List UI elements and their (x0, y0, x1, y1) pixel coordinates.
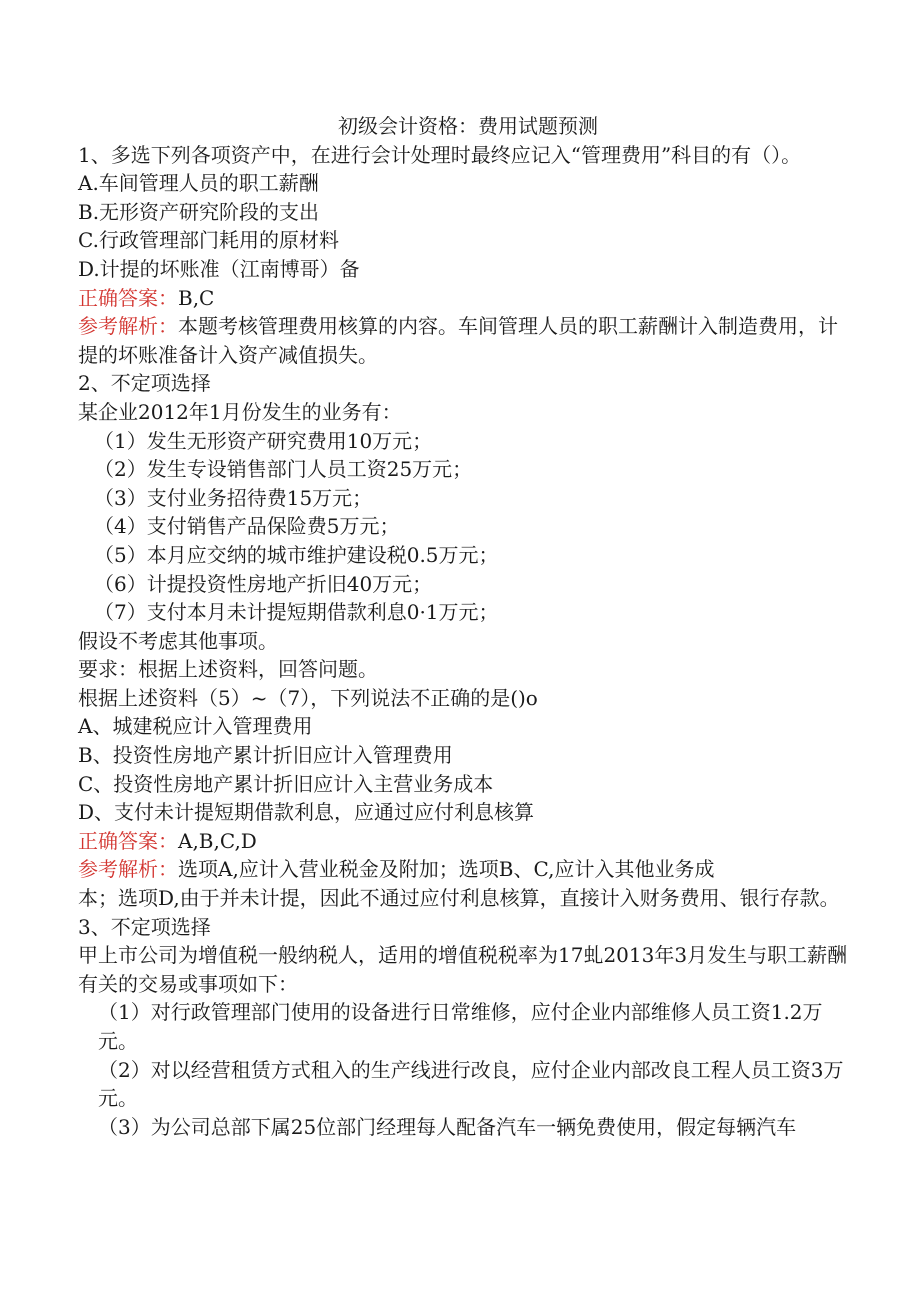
q3-item-2: （2）对以经营租赁方式租入的生产线进行改良，应付企业内部改良工程人员工资3万元。 (98, 1057, 844, 1111)
q2-item-4: （4）支付销售产品保险费5万元； (94, 514, 400, 539)
q3-intro: 甲上市公司为增值税一般纳税人，适用的增值税税率为17虬2013年3月发生与职工薪酬有关的交易或事项如下： (78, 943, 848, 996)
q1-stem: 1、多选下列各项资产中，在进行会计处理时最终应记入“管理费用”科目的有（）。 (78, 142, 802, 167)
q2-analysis-cont: 本；选项D,由于并未计提，因此不通过应付利息核算，直接计入财务费用、银行存款。 (78, 886, 840, 911)
q2-intro: 某企业2012年1月份发生的业务有： (78, 399, 402, 424)
answer-label: 正确答案： (78, 285, 178, 310)
q3-item-3: （3）为公司总部下属25位部门经理每人配备汽车一辆免费使用，假定每辆汽车 (98, 1114, 797, 1139)
q2-answer (78, 827, 848, 856)
page-title: 初级会计资格：费用试题预测 (338, 114, 598, 138)
analysis-text: 本题考核管理费用核算的内容。车间管理人员的职工薪酬计入制造费用，计提的坏账准备计入资产减值损失。 (78, 314, 838, 367)
q2-assume: 假设不考虑其他事项。 (78, 628, 278, 653)
analysis-text: 选项A,应计入营业税金及附加；选项B、C,应计入其他业务成 (178, 857, 715, 882)
q1-option-a: A.车间管理人员的职工薪酬 (78, 171, 319, 196)
document-body (78, 112, 848, 1141)
q3-item-1: （1）对行政管理部门使用的设备进行日常维修，应付企业内部维修人员工资1.2万元。 (98, 1000, 823, 1053)
q2-analysis (78, 855, 848, 884)
answer-value: A,B,C,D (178, 828, 257, 853)
q3-type: 3、不定项选择 (78, 914, 211, 939)
q1-answer (78, 284, 848, 313)
analysis-label: 参考解析： (78, 314, 178, 339)
answer-label: 正确答案： (78, 828, 178, 853)
q2-item-5: （5）本月应交纳的城市维护建设税0.5万元； (94, 542, 499, 567)
analysis-label: 参考解析： (78, 857, 178, 882)
answer-value: B,C (178, 285, 215, 310)
q2-item-3: （3）支付业务招待费15万元； (94, 485, 373, 510)
q2-question: 根据上述资料（5）~（7），下列说法不正确的是()o (78, 685, 538, 710)
q1-option-c: C.行政管理部门耗用的原材料 (78, 228, 339, 253)
q2-item-2: （2）发生专设销售部门人员工资25万元； (94, 457, 473, 482)
q2-item-6: （6）计提投资性房地产折旧40万元； (94, 571, 433, 596)
q1-option-d: D.计提的坏账准（江南博哥）备 (78, 256, 360, 281)
q2-option-c: C、投资性房地产累计折旧应计入主营业务成本 (78, 771, 494, 796)
q2-option-a: A、城建税应计入管理费用 (78, 714, 313, 739)
q2-item-7: （7）支付本月未计提短期借款利息0·1万元； (94, 600, 499, 625)
q2-option-b: B、投资性房地产累计折旧应计入管理费用 (78, 743, 453, 768)
q1-option-b: B.无形资产研究阶段的支出 (78, 199, 320, 224)
q2-option-d: D、支付未计提短期借款利息，应通过应付利息核算 (78, 800, 535, 825)
q2-require: 要求：根据上述资料，回答问题。 (78, 657, 378, 682)
q1-analysis (78, 312, 848, 369)
q2-type: 2、不定项选择 (78, 371, 211, 396)
q2-item-1: （1）发生无形资产研究费用10万元； (94, 428, 433, 453)
